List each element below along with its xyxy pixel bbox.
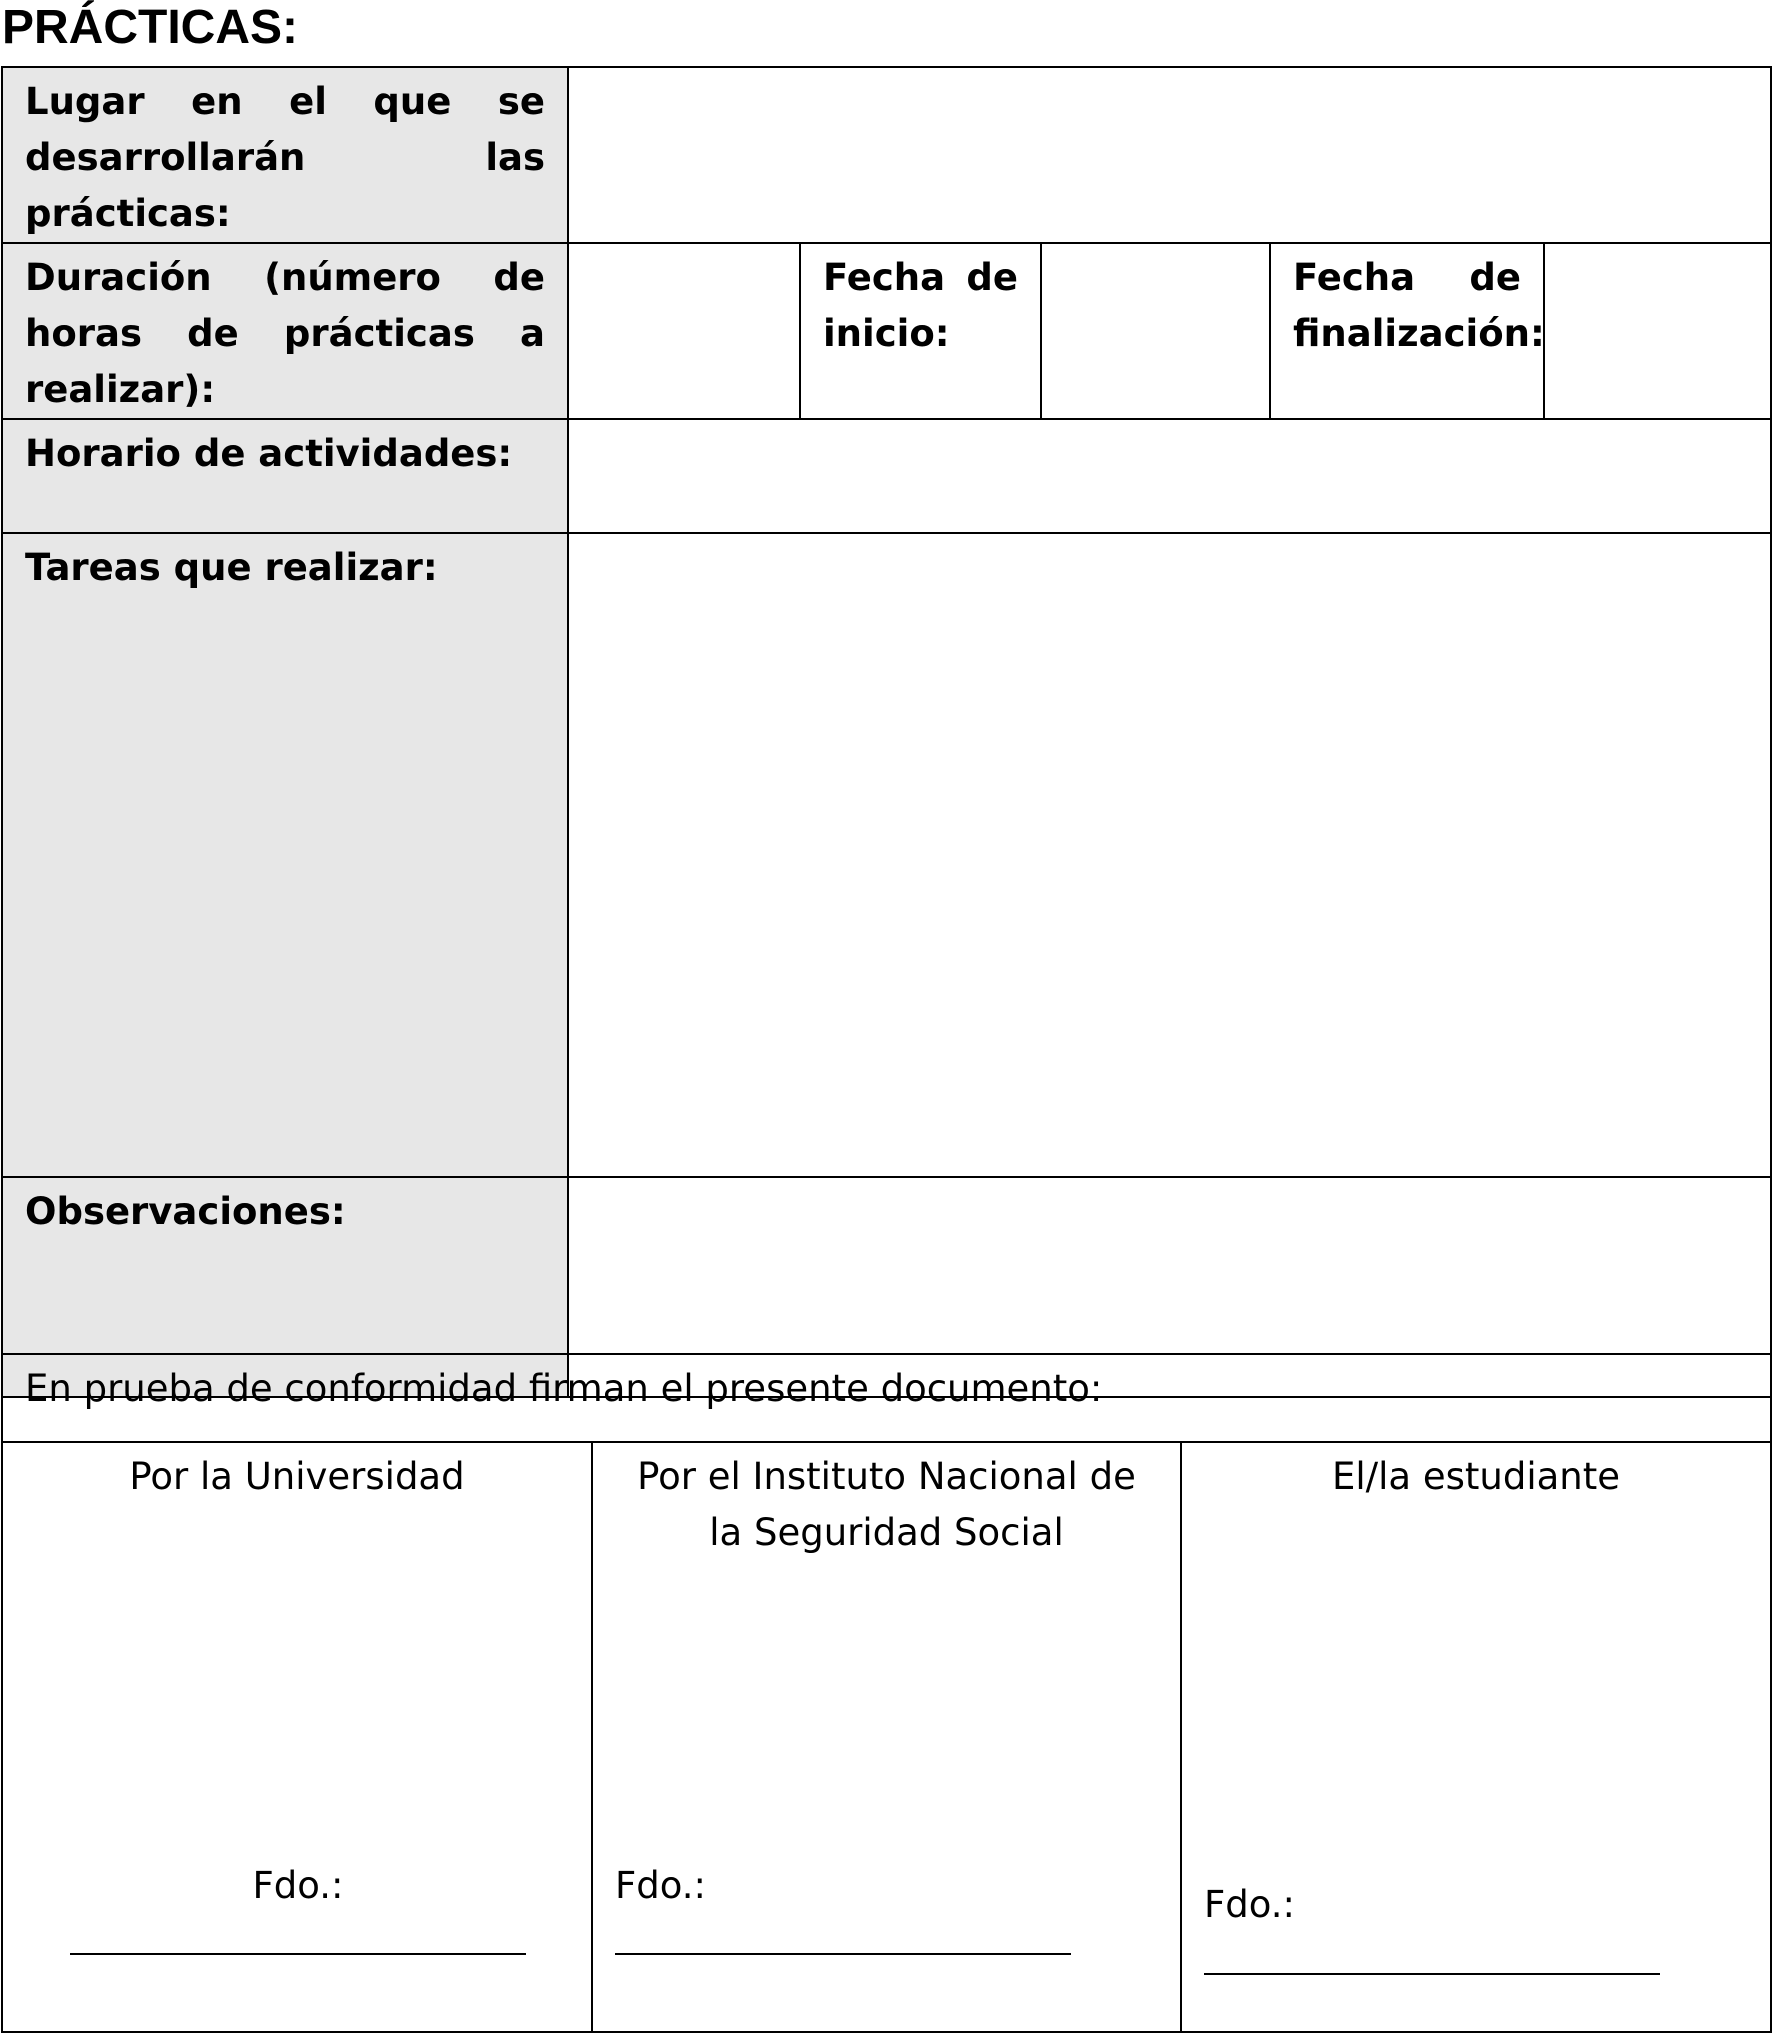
observaciones-label: Observaciones: — [2, 1177, 568, 1397]
signature-line — [1204, 1973, 1660, 1975]
fdo-label: Fdo.: — [252, 1864, 344, 1907]
signature-block-inss[interactable] — [592, 1442, 1181, 2032]
signature-line — [70, 1953, 526, 1955]
fecha-inicio-label: Fecha de inicio: — [800, 243, 1041, 419]
row-horario — [2, 419, 1771, 533]
page-title: PRÁCTICAS: — [2, 1, 298, 54]
fecha-fin-field[interactable] — [1544, 243, 1771, 419]
signature-line — [615, 1953, 1071, 1955]
signature-block-universidad[interactable] — [2, 1442, 592, 2032]
duracion-label: Duración (número de horas de prácticas a realizar): — [2, 243, 568, 419]
fecha-inicio-field[interactable] — [1041, 243, 1270, 419]
signature-heading: Por la Universidad — [129, 1455, 465, 1498]
fdo-label: Fdo.: — [615, 1864, 706, 1907]
signature-block-estudiante[interactable] — [1181, 1442, 1771, 2032]
tareas-label: Tareas que realizar: — [2, 533, 568, 1177]
conformidad-text: En prueba de conformidad firman el presente documento: — [2, 1354, 1771, 1442]
horario-field[interactable] — [568, 419, 1771, 533]
signature-heading: El/la estudiante — [1332, 1455, 1620, 1498]
signature-table — [1, 1353, 1772, 2033]
practicas-form-table — [1, 66, 1772, 1398]
row-lugar — [2, 67, 1771, 243]
duracion-field[interactable] — [568, 243, 800, 419]
tareas-field[interactable] — [568, 533, 1771, 1177]
row-duracion — [2, 243, 1771, 419]
fecha-fin-label: Fecha de finalización: — [1270, 243, 1544, 419]
fdo-label: Fdo.: — [1204, 1883, 1295, 1926]
lugar-label: Lugar en el que se desarrollarán las prácticas: — [2, 67, 568, 243]
lugar-field[interactable] — [568, 67, 1771, 243]
signature-heading: Por el Instituto Nacional de la Seguridad Social — [637, 1455, 1136, 1554]
row-tareas — [2, 533, 1771, 1177]
horario-label: Horario de actividades: — [2, 419, 568, 533]
